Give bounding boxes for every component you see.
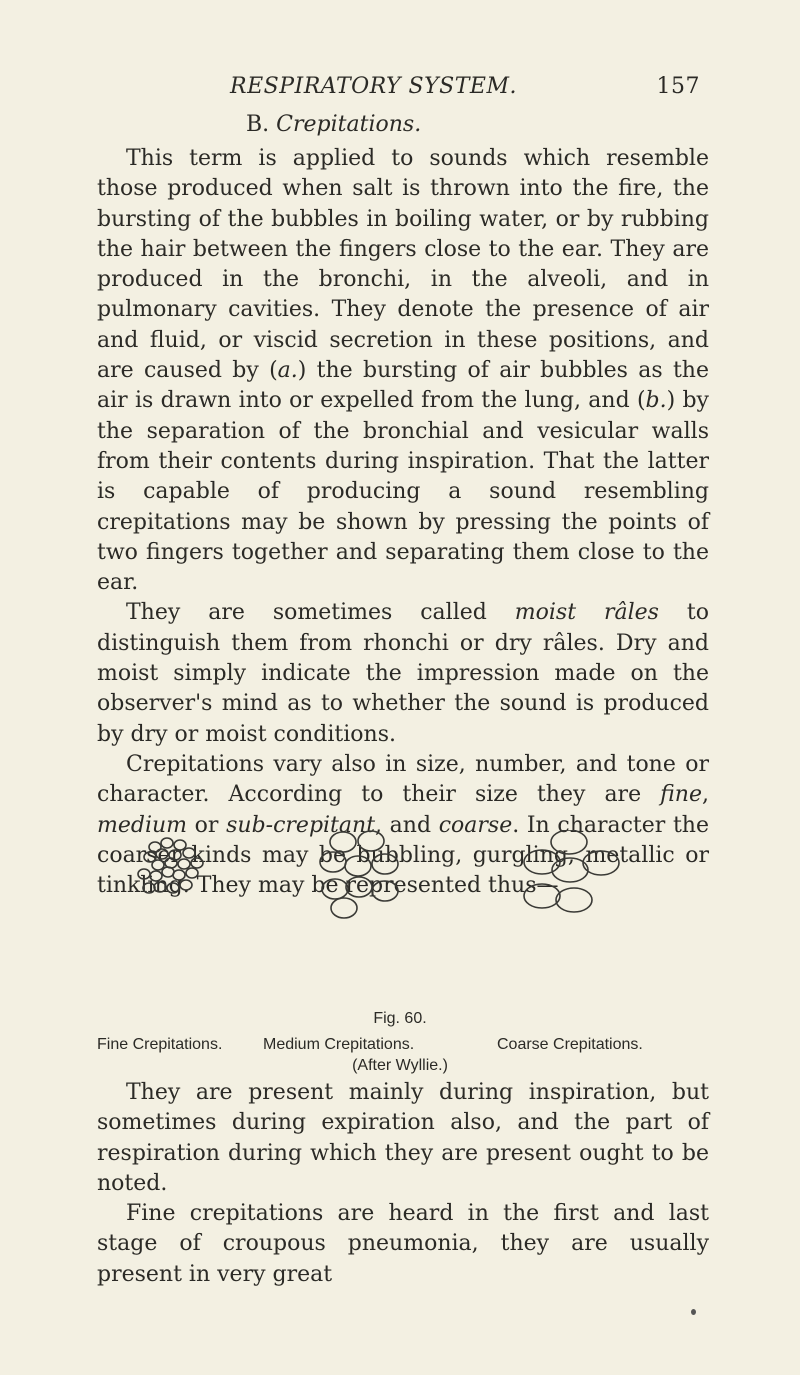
running-header — [230, 74, 700, 99]
medium-bubbles-icon — [320, 831, 398, 918]
medium-crepitations-label: Medium Crepitations. — [263, 1036, 415, 1053]
italic-run: b. — [645, 388, 667, 414]
fine-crepitations-label: Fine Crepitations. — [97, 1036, 223, 1053]
text-run: or — [187, 812, 227, 838]
text-run: , — [702, 782, 709, 808]
section-title: Crepitations. — [276, 112, 422, 137]
italic-run: moist râles — [514, 600, 659, 626]
text-run: They are present mainly during inspiration, but sometimes during expiration also, and the part of respiration during which they are present ought to be noted. — [97, 1080, 709, 1196]
text-run: Fine crepitations are heard in the first and last stage of croupous pneumonia, they are usually present in very great — [97, 1201, 709, 1287]
italic-run: a. — [277, 358, 298, 384]
coarse-crepitations-label: Coarse Crepitations. — [497, 1036, 643, 1053]
text-run: to distinguish them from rhonchi or dry râles. Dry and moist simply indicate the impression made on the observer's mind as to whether the sound is produced by dry or moist conditions. — [97, 600, 709, 747]
text-run: ) the bursting of air bubbles as the air is drawn into or expelled from the lung, and ( — [97, 358, 709, 414]
text-run: This term is applied to sounds which resemble those produced when salt is thrown into the fire, the bursting of the bubbles in boiling water, or by rubbing the hair between the fingers close to the ear. They are produced in the bronchi, in the alveoli, and in pulmonary cavities. They denote the presence of air and fluid, or viscid secretion in these positions, and are caused by ( — [97, 146, 709, 384]
italic-run: medium — [97, 812, 188, 838]
paragraph — [97, 598, 709, 749]
page-number: 157 — [656, 74, 700, 99]
crepitation-bubbles-drawing — [97, 830, 709, 1010]
body-text-bottom — [97, 1078, 709, 1290]
italic-run: fine — [660, 782, 702, 808]
figure-illustration — [97, 830, 709, 1010]
running-title: RESPIRATORY SYSTEM. — [230, 74, 517, 99]
fine-bubbles-icon — [138, 838, 203, 893]
text-run: Crepitations vary also in size, number, and tone or character. According to their size they are — [97, 751, 709, 808]
section-heading — [246, 112, 421, 137]
italic-run: sub-crepitant — [226, 812, 376, 838]
text-run: . In character the coarser kinds may be bubbling, gurgling, metallic or tinkling. They may be represented thus— — [97, 812, 709, 899]
print-speck — [691, 1309, 696, 1315]
figure-caption: Fig. 60. — [373, 1010, 427, 1027]
text-run: , and — [375, 812, 439, 838]
paragraph — [97, 144, 709, 598]
text-run: ) by the separation of the bronchial and vesicular walls from their contents during inspiration. That the latter is capable of producing a sound resembling crepitations may be shown by pressing the points of two fingers together and separating them close to the ear. — [97, 388, 709, 596]
figure-attribution: (After Wyllie.) — [352, 1057, 448, 1074]
paragraph — [97, 1078, 709, 1199]
italic-run: coarse — [438, 812, 513, 838]
text-run: They are sometimes called — [126, 600, 515, 626]
body-text-top — [97, 144, 709, 901]
paragraph — [97, 1199, 709, 1290]
coarse-bubbles-icon — [524, 830, 619, 912]
section-letter: B. — [246, 112, 270, 137]
